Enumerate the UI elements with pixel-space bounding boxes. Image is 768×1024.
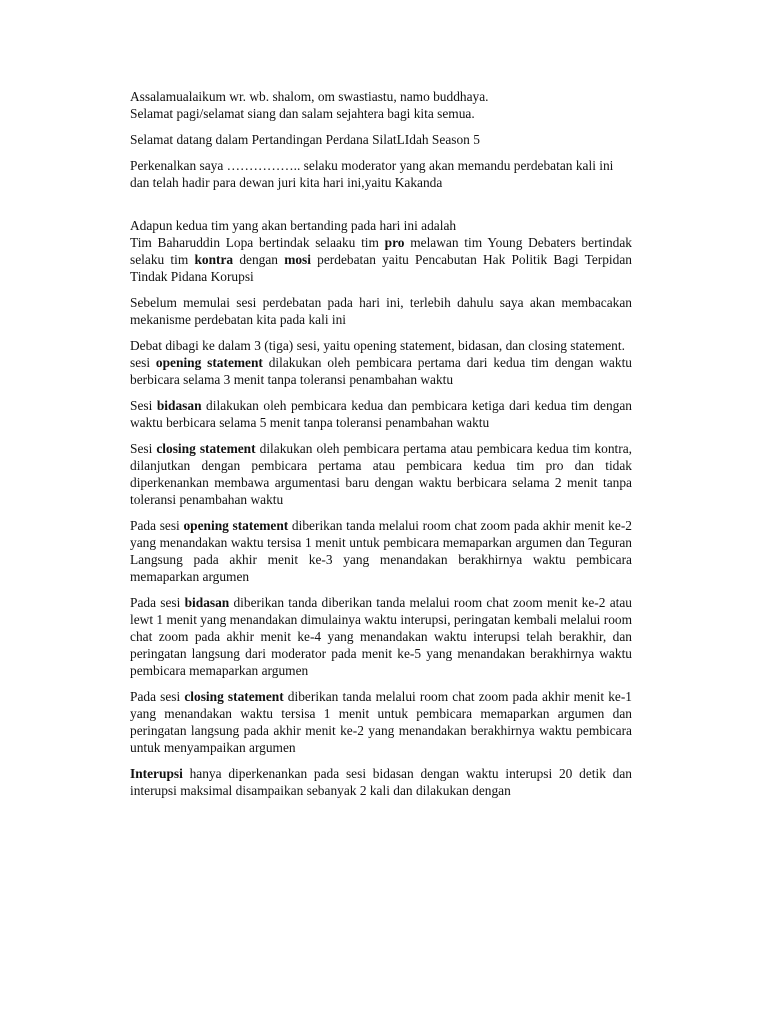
bidasan-signal-paragraph: Pada sesi bidasan diberikan tanda diberikan tanda melalui room chat zoom menit ke-2 atau lewt 1 menit yang menandakan dimulainya waktu interupsi, peringatan kembali melalui room chat zoom pada akhir menit ke-4 yang menandakan waktu interupsi telah berakhir, dan peringatan langsung dari moderator pada menit ke-5 yang menandakan berakhirnya waktu pembicara memaparkan argumen [130,595,633,678]
greeting-line-2: Selamat pagi/selamat siang dan salam sejahtera bagi kita semua. [130,106,475,121]
teams-heading: Adapun kedua tim yang akan bertanding pada hari ini adalah [130,218,457,233]
opening-signal-paragraph: Pada sesi opening statement diberikan tanda melalui room chat zoom pada akhir menit ke-2 yang menandakan waktu tersisa 1 menit untuk pembicara memaparkan argumen dan Teguran Langsung pada akhir menit ke-3 yang menandakan berakhirnya waktu pembicara memaparkan argumen [130,518,632,584]
bidasan-paragraph: Sesi bidasan dilakukan oleh pembicara kedua dan pembicara ketiga dari kedua tim dengan waktu berbicara selama 5 menit tanpa toleransi penambahan waktu [130,398,633,430]
opening-statement-paragraph: sesi opening statement dilakukan oleh pembicara pertama dari kedua tim dengan waktu berbicara selama 3 menit tanpa toleransi penambahan waktu [130,355,632,387]
document-page [130,88,632,799]
sessions-paragraph: Debat dibagi ke dalam 3 (tiga) sesi, yaitu opening statement, bidasan, dan closing statement. [130,338,625,353]
interruption-paragraph: Interupsi hanya diperkenankan pada sesi bidasan dengan waktu interupsi 20 detik dan interupsi maksimal disampaikan sebanyak 2 kali dan dilakukan dengan [130,766,632,798]
closing-signal-paragraph: Pada sesi closing statement diberikan tanda melalui room chat zoom pada akhir menit ke-1 yang menandakan waktu tersisa 1 menit untuk pembicara memaparkan argumen dan peringatan langsung pada akhir menit ke-2 yang menandakan berakhirnya waktu pembicara untuk menyampaikan argumen [130,689,632,755]
moderator-intro: Perkenalkan saya …………….. selaku moderator yang akan memandu perdebatan kali ini [130,158,614,173]
jury-intro: dan telah hadir para dewan juri kita hari ini,yaitu Kakanda [130,175,443,190]
mechanism-paragraph: Sebelum memulai sesi perdebatan pada hari ini, terlebih dahulu saya akan membacakan mekanisme perdebatan kita pada kali ini [130,295,632,327]
teams-paragraph: Tim Baharuddin Lopa bertindak selaaku tim pro melawan tim Young Debaters bertindak selaku tim kontra dengan mosi perdebatan yaitu Pencabutan Hak Politik Bagi Terpidan Tindak Pidana Korupsi [130,235,632,284]
greeting-line-1: Assalamualaikum wr. wb. shalom, om swastiastu, namo buddhaya. [130,89,489,104]
closing-statement-paragraph: Sesi closing statement dilakukan oleh pembicara pertama atau pembicara kedua tim kontra, dilanjutkan dengan pembicara pertama atau pembicara kedua tim pro dan tidak diperkenankan membawa argumentasi baru dengan waktu berbicara selama 2 menit tanpa toleransi penambahan waktu [130,441,632,507]
welcome-line: Selamat datang dalam Pertandingan Perdana SilatLIdah Season 5 [130,132,480,147]
